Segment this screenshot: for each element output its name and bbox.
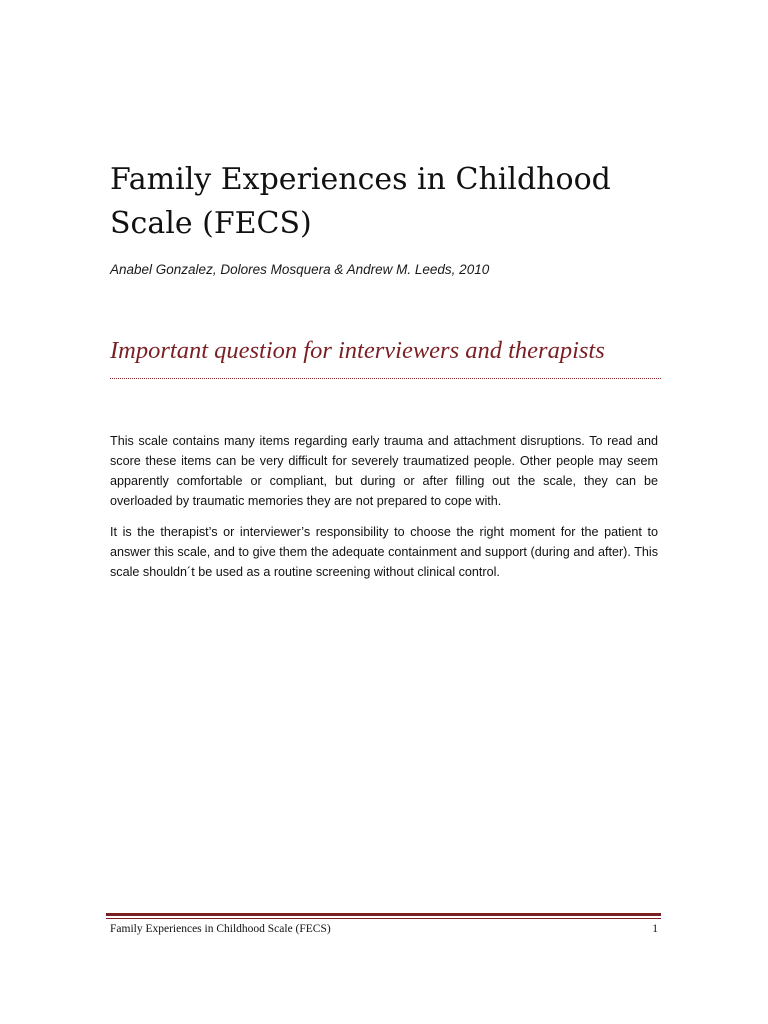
footer-rule-thin bbox=[106, 918, 661, 919]
body-paragraph-2: It is the therapist’s or interviewer’s responsibility to choose the right moment for the patient to answer this scale, and to give them the adequate containment and support (during and after). This scale shouldn´t be used as a routine screening without clinical control. bbox=[110, 525, 658, 579]
section-heading: Important question for interviewers and therapists bbox=[110, 337, 605, 364]
body-paragraph-1: This scale contains many items regarding early trauma and attachment disruptions. To read and score these items can be very difficult for severely traumatized people. Other people may seem apparently comfortable or compliant, but during or after filling out the scale, they can be overloaded by traumatic memories they are not prepared to cope with. bbox=[110, 434, 658, 508]
authors-line: Anabel Gonzalez, Dolores Mosquera & Andrew M. Leeds, 2010 bbox=[110, 262, 490, 277]
document-title bbox=[110, 158, 670, 246]
section-divider bbox=[110, 378, 661, 379]
footer-running-title: Family Experiences in Childhood Scale (FECS) bbox=[110, 923, 331, 935]
page-number: 1 bbox=[652, 923, 658, 935]
document-title-line-1: Family Experiences in Childhood bbox=[110, 162, 611, 197]
document-title-line-2: Scale (FECS) bbox=[110, 206, 312, 241]
body-text bbox=[110, 431, 658, 593]
footer-rule-thick bbox=[106, 913, 661, 916]
